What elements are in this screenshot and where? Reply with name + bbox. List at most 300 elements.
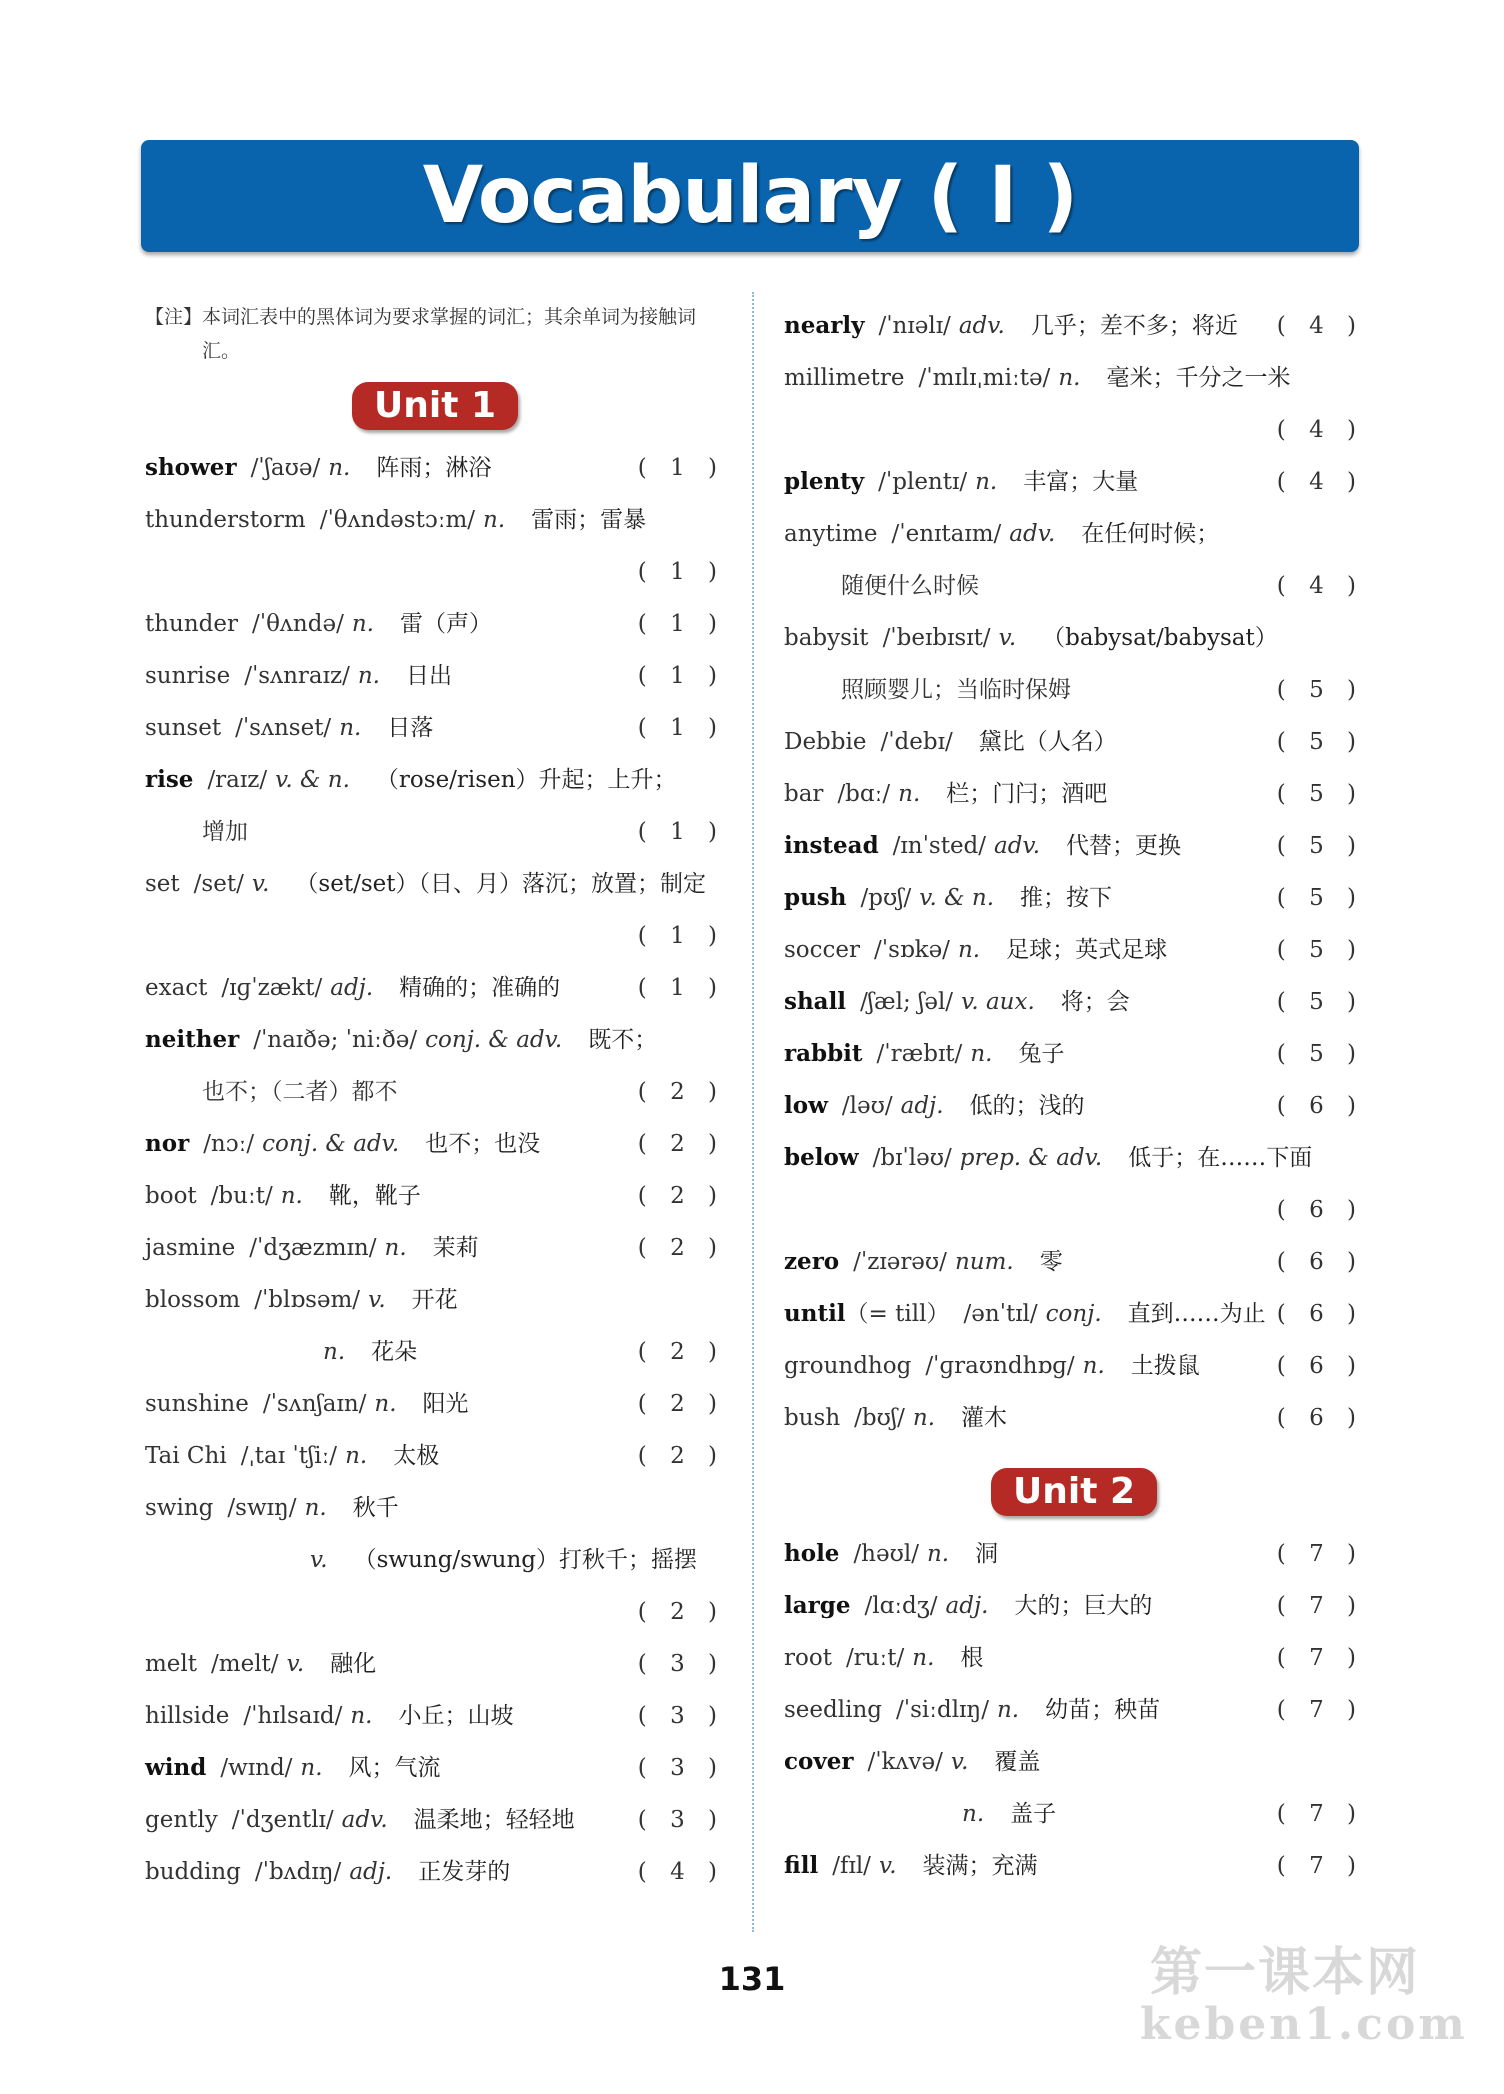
vocab-phonetic: /ˈnɪəlɪ/ (878, 313, 951, 339)
vocab-meaning: 洞 (975, 1541, 999, 1567)
vocab-pos: n. (384, 1235, 407, 1261)
vocab-entry (145, 1378, 725, 1430)
right-column (784, 300, 1364, 1892)
vocab-list-right-unit1 (784, 300, 1364, 1444)
vocab-phonetic: /set/ (193, 871, 244, 897)
vocab-word: boot (145, 1183, 197, 1209)
vocab-pos: n. (957, 937, 981, 963)
vocab-entry (145, 1326, 725, 1378)
vocab-meaning: 大的；巨大的 (1014, 1593, 1153, 1619)
vocab-unit-ref: ( 2 ) (637, 1339, 725, 1365)
vocab-unit-ref: ( 7 ) (1276, 1645, 1364, 1671)
vocab-entry (145, 910, 725, 962)
vocab-unit-ref: ( 1 ) (637, 455, 725, 481)
vocab-unit-ref: ( 2 ) (637, 1235, 725, 1261)
vocab-unit-ref: ( 7 ) (1276, 1593, 1364, 1619)
vocab-word: soccer (784, 937, 861, 963)
vocab-meaning: 融化 (330, 1651, 377, 1677)
vocab-unit-ref: ( 4 ) (1276, 313, 1364, 339)
vocab-unit-ref: ( 5 ) (1276, 885, 1364, 911)
vocab-phonetic: /ɪnˈsted/ (892, 833, 987, 859)
vocab-phonetic: /ˈsɒkə/ (874, 937, 950, 963)
vocab-pos: adj. (330, 975, 374, 1001)
vocab-unit-ref: ( 4 ) (1276, 573, 1364, 599)
vocab-pos: n. (1082, 1353, 1105, 1379)
vocab-phonetic: /ləʊ/ (841, 1093, 893, 1119)
vocab-phonetic: /ˈʃaʊə/ (250, 455, 321, 481)
vocab-meaning: 风；气流 (348, 1755, 441, 1781)
vocab-phonetic: /ənˈtɪl/ (963, 1301, 1038, 1327)
vocab-entry (145, 962, 725, 1014)
vocab-pos: v. (286, 1651, 305, 1677)
vocab-phonetic: /fɪl/ (832, 1853, 871, 1879)
vocab-unit-ref: ( 7 ) (1276, 1541, 1364, 1567)
watermark (1140, 1930, 1468, 2050)
vocab-entry (784, 1840, 1364, 1892)
vocab-meaning: 温柔地；轻轻地 (413, 1807, 575, 1833)
vocab-unit-ref: ( 5 ) (1276, 1041, 1364, 1067)
vocab-unit-ref: ( 6 ) (1276, 1353, 1364, 1379)
vocab-meaning: 正发芽的 (418, 1859, 511, 1885)
note-text: 【注】本词汇表中的黑体词为要求掌握的词汇；其余单词为接触词汇。 (145, 306, 697, 362)
vocab-meaning-cont: 增加 (202, 819, 248, 845)
vocab-entry (784, 404, 1364, 456)
vocab-entry (784, 612, 1364, 664)
page-title: Vocabulary ( I ) (422, 151, 1078, 241)
vocab-pos: n. (912, 1645, 935, 1671)
vocab-meaning: 几乎；差不多；将近 (1030, 313, 1238, 339)
vocab-entry (145, 1690, 725, 1742)
vocab-word: shower (145, 454, 237, 481)
vocab-meaning: 低的；浅的 (969, 1093, 1085, 1119)
vocab-phonetic: /ˈplentɪ/ (878, 469, 968, 495)
vocab-word: nearly (784, 312, 865, 339)
vocab-unit-ref: ( 1 ) (637, 715, 725, 741)
vocab-phonetic: /bʊʃ/ (854, 1405, 905, 1431)
vocab-entry (145, 1638, 725, 1690)
vocab-meaning: 兔子 (1018, 1041, 1065, 1067)
vocab-entry (784, 976, 1364, 1028)
vocab-meaning: 低于；在……下面 (1128, 1145, 1313, 1171)
vocab-meaning: 土拨鼠 (1130, 1353, 1200, 1379)
vocab-unit-ref: ( 2 ) (637, 1183, 725, 1209)
vocab-word: sunshine (145, 1391, 249, 1417)
vocab-unit-ref: ( 6 ) (1276, 1249, 1364, 1275)
vocab-pos: v. (878, 1853, 897, 1879)
watermark-cn: 第一课本网 (1149, 1943, 1420, 2003)
vocab-entry (145, 1066, 725, 1118)
vocab-entry (784, 1684, 1364, 1736)
vocab-pos: prep. & adv. (959, 1145, 1103, 1171)
vocab-entry (784, 1580, 1364, 1632)
vocab-meaning: 日落 (387, 715, 434, 741)
vocab-unit-ref: ( 7 ) (1276, 1853, 1364, 1879)
vocab-meaning: 根 (960, 1645, 984, 1671)
title-banner (141, 140, 1359, 252)
vocab-entry (784, 1028, 1364, 1080)
vocab-pos: n. (898, 781, 921, 807)
vocab-phonetic: /lɑːdʒ/ (864, 1593, 938, 1619)
vocab-phonetic: /ˌtaɪ ˈtʃiː/ (240, 1443, 338, 1469)
vocab-pos: n. (374, 1391, 397, 1417)
vocab-word: cover (784, 1748, 854, 1775)
vocab-word: swing (145, 1495, 214, 1521)
vocab-meaning: 将；会 (1060, 989, 1130, 1015)
vocab-meaning: （set/set）（日、月）落沉；放置；制定 (295, 871, 706, 897)
vocab-pos: v. aux. (961, 989, 1035, 1015)
vocab-unit-ref: ( 1 ) (637, 663, 725, 689)
vocab-pos: n. (483, 507, 506, 533)
vocab-meaning: 也不；也没 (425, 1131, 541, 1157)
vocab-phonetic: /ˈdʒæzmɪn/ (249, 1235, 377, 1261)
vocab-entry (145, 442, 725, 494)
vocab-word: blossom (145, 1287, 241, 1313)
vocab-word: thunder (145, 611, 239, 637)
vocab-entry (145, 1794, 725, 1846)
vocab-pos: n. (357, 663, 380, 689)
vocab-unit-ref: ( 4 ) (1276, 417, 1364, 443)
vocab-pos: conj. (1045, 1301, 1102, 1327)
vocab-pos: n. (962, 1801, 985, 1827)
vocab-pos: n. (350, 1703, 373, 1729)
vocab-word: shall (784, 988, 847, 1015)
vocab-phonetic: /ˈnaɪðə; ˈniːðə/ (253, 1027, 418, 1053)
vocab-meaning-cont: 随便什么时候 (841, 573, 979, 599)
vocab-entry (784, 820, 1364, 872)
left-column (145, 300, 725, 1898)
vocab-word: gently (145, 1807, 218, 1833)
vocab-phonetic: /wɪnd/ (220, 1755, 293, 1781)
vocab-unit-ref: ( 5 ) (1276, 937, 1364, 963)
vocab-phonetic: /ˈhɪlsaɪd/ (243, 1703, 343, 1729)
vocab-pos: v. (251, 871, 270, 897)
vocab-meaning: 靴，靴子 (328, 1183, 421, 1209)
vocab-pos: n. (328, 455, 351, 481)
vocab-phonetic: /ˈdʒentlɪ/ (231, 1807, 334, 1833)
vocab-word: until (784, 1300, 846, 1327)
vocab-entry (145, 1222, 725, 1274)
vocab-meaning: 花朵 (371, 1339, 418, 1365)
vocab-phonetic: /ˈsʌnraɪz/ (244, 663, 350, 689)
vocab-unit-ref: ( 5 ) (1276, 729, 1364, 755)
vocab-phonetic: /ˈbʌdɪŋ/ (254, 1859, 342, 1885)
vocab-entry (784, 560, 1364, 612)
column-divider (752, 292, 754, 1932)
vocab-phonetic: /ˈsiːdlɪŋ/ (896, 1697, 989, 1723)
vocab-word: push (784, 884, 847, 911)
vocab-phonetic: /ˈræbɪt/ (876, 1041, 963, 1067)
vocab-entry (145, 1170, 725, 1222)
vocab-pos: n. (1058, 365, 1081, 391)
vocab-phonetic: /ˈsʌnʃaɪn/ (262, 1391, 367, 1417)
vocab-meaning: （swung/swung）打秋千；摇摆 (353, 1547, 698, 1573)
vocab-word: exact (145, 975, 208, 1001)
vocab-entry (784, 1236, 1364, 1288)
vocab-word: Tai Chi (145, 1443, 227, 1469)
vocab-word: anytime (784, 521, 878, 547)
vocab-pos: n. (926, 1541, 950, 1567)
vocab-pos: adj. (900, 1093, 944, 1119)
vocab-list-right-unit2 (784, 1528, 1364, 1892)
watermark-en: keben1.com (1140, 1999, 1468, 2050)
vocab-list-left (145, 442, 725, 1898)
vocab-word: groundhog (784, 1353, 912, 1379)
vocab-word: budding (145, 1859, 241, 1885)
vocab-unit-ref: ( 1 ) (637, 819, 725, 845)
vocab-phonetic: /ruːt/ (845, 1645, 905, 1671)
vocab-word: rise (145, 766, 194, 793)
vocab-pos: n. (996, 1697, 1020, 1723)
vocab-meaning: 装满；充满 (922, 1853, 1038, 1879)
vocab-meaning: 在任何时候； (1081, 521, 1220, 547)
vocab-meaning: 丰富；大量 (1023, 469, 1139, 495)
vocab-word: below (784, 1144, 859, 1171)
vocab-meaning: 灌木 (961, 1405, 1008, 1431)
vocab-pos: n. (975, 469, 998, 495)
vocab-meaning: 阳光 (422, 1391, 469, 1417)
vocab-word: root (784, 1645, 832, 1671)
vocab-entry (784, 1132, 1364, 1184)
vocab-unit-ref: ( 3 ) (637, 1651, 725, 1677)
vocab-word: bar (784, 781, 824, 807)
vocab-entry (145, 1534, 725, 1586)
vocab-phonetic: /ˈɡraʊndhɒɡ/ (925, 1353, 1075, 1379)
vocab-entry (784, 1288, 1364, 1340)
vocab-entry (145, 650, 725, 702)
vocab-phonetic: /swɪŋ/ (227, 1495, 297, 1521)
vocab-entry (784, 664, 1364, 716)
vocab-word: instead (784, 832, 879, 859)
vocab-unit-ref: ( 1 ) (637, 611, 725, 637)
vocab-word: jasmine (145, 1235, 236, 1261)
vocab-unit-ref: ( 5 ) (1276, 677, 1364, 703)
vocab-phonetic: /ˈblɒsəm/ (254, 1287, 361, 1313)
vocab-pos: adj. (349, 1859, 393, 1885)
vocab-entry (784, 716, 1364, 768)
vocab-meaning: （rose/risen）升起；上升； (375, 767, 677, 793)
vocab-pos: v. (998, 625, 1017, 651)
page-number: 131 (718, 1960, 786, 1998)
vocab-phonetic: /bɑː/ (837, 781, 891, 807)
vocab-unit-ref: ( 6 ) (1276, 1405, 1364, 1431)
vocab-unit-ref: ( 3 ) (637, 1755, 725, 1781)
vocab-word: neither (145, 1026, 240, 1053)
vocab-meaning: 幼苗；秧苗 (1045, 1697, 1161, 1723)
vocab-meaning: 小丘；山坡 (398, 1703, 514, 1729)
vocab-meaning: 栏；门闩；酒吧 (946, 781, 1108, 807)
vocab-pos: n. (345, 1443, 368, 1469)
vocab-unit-ref: ( 4 ) (637, 1859, 725, 1885)
vocab-phonetic: /ˈzɪərəʊ/ (853, 1249, 947, 1275)
vocab-phonetic: /ˈdebɪ/ (880, 729, 953, 755)
vocab-pos: adv. (1009, 521, 1056, 547)
vocab-pos: conj. & adv. (262, 1131, 400, 1157)
vocab-unit-ref: ( 3 ) (637, 1703, 725, 1729)
vocab-entry (145, 1118, 725, 1170)
vocab-meaning: 雷雨；雷暴 (531, 507, 647, 533)
vocab-word: fill (784, 1852, 819, 1879)
vocab-meaning: 直到……为止 (1127, 1301, 1266, 1327)
vocab-word: set (145, 871, 180, 897)
vocab-entry (145, 1846, 725, 1898)
vocab-meaning: 零 (1039, 1249, 1063, 1275)
vocab-entry (145, 1274, 725, 1326)
vocab-meaning: 黛比（人名） (978, 729, 1117, 755)
vocab-pos: v. & n. (275, 767, 350, 793)
vocab-unit-ref: ( 1 ) (637, 559, 725, 585)
vocab-entry (784, 1392, 1364, 1444)
vocab-entry (145, 1430, 725, 1482)
vocab-word: babysit (784, 625, 869, 651)
vocab-pos: n. (912, 1405, 936, 1431)
vocab-meaning-cont: 也不；（二者）都不 (202, 1079, 398, 1105)
vocab-pos: n. (304, 1495, 327, 1521)
vocab-word: melt (145, 1651, 198, 1677)
vocab-unit-ref: ( 2 ) (637, 1079, 725, 1105)
vocab-entry (145, 1014, 725, 1066)
vocab-word: low (784, 1092, 828, 1119)
vocab-unit-ref: ( 3 ) (637, 1807, 725, 1833)
vocab-entry (784, 1184, 1364, 1236)
vocab-phonetic: /pʊʃ/ (860, 885, 912, 911)
vocab-entry (145, 1742, 725, 1794)
vocab-entry (145, 546, 725, 598)
vocab-entry (145, 1586, 725, 1638)
vocab-word: plenty (784, 468, 865, 495)
vocab-pos: n. (351, 611, 374, 637)
vocab-entry (784, 1080, 1364, 1132)
vocab-meaning: 茉莉 (432, 1235, 479, 1261)
vocab-word: wind (145, 1754, 207, 1781)
vocab-meaning: 阵雨；淋浴 (376, 455, 492, 481)
vocab-entry (145, 1482, 725, 1534)
vocab-unit-ref: ( 5 ) (1276, 833, 1364, 859)
vocab-meaning: 推；按下 (1020, 885, 1113, 911)
vocab-meaning: 足球；英式足球 (1006, 937, 1168, 963)
vocab-entry (784, 508, 1364, 560)
vocab-unit-ref: ( 7 ) (1276, 1801, 1364, 1827)
vocab-phonetic: /ˈkʌvə/ (867, 1749, 943, 1775)
vocab-entry (784, 872, 1364, 924)
vocab-phonetic: /ˈbeɪbɪsɪt/ (882, 625, 991, 651)
vocab-entry (784, 768, 1364, 820)
vocab-phonetic: /ˈenɪtaɪm/ (891, 521, 1002, 547)
vocab-phonetic: /ˈθʌndə/ (252, 611, 344, 637)
vocab-pos: adv. (958, 313, 1005, 339)
vocab-meaning: （babysat/babysat） (1042, 625, 1278, 651)
vocab-word: hillside (145, 1703, 230, 1729)
vocab-word: nor (145, 1130, 190, 1157)
vocab-phonetic: /həʊl/ (853, 1541, 919, 1567)
vocab-pos: adv. (341, 1807, 388, 1833)
vocab-meaning: 雷（声） (399, 611, 492, 637)
vocab-word: hole (784, 1540, 840, 1567)
vocab-phonetic: /ɪɡˈzækt/ (221, 975, 323, 1001)
vocab-entry (145, 598, 725, 650)
vocab-entry (784, 924, 1364, 976)
vocab-pos: adj. (945, 1593, 989, 1619)
vocab-meaning-cont: 照顾婴儿；当临时保姆 (841, 677, 1071, 703)
vocab-entry (784, 1736, 1364, 1788)
vocab-phonetic: /ˈmɪlɪˌmiːtə/ (918, 365, 1051, 391)
vocab-pos: n. (280, 1183, 303, 1209)
vocab-unit-ref: ( 2 ) (637, 1599, 725, 1625)
vocab-unit-ref: ( 2 ) (637, 1391, 725, 1417)
vocab-entry (145, 806, 725, 858)
vocab-meaning: 既不； (588, 1027, 658, 1053)
vocab-pos: n. (339, 715, 362, 741)
vocab-entry (784, 352, 1364, 404)
vocab-phonetic: /bɪˈləʊ/ (872, 1145, 952, 1171)
vocab-meaning: 日出 (405, 663, 452, 689)
vocab-unit-ref: ( 6 ) (1276, 1301, 1364, 1327)
vocab-phonetic: /melt/ (211, 1651, 279, 1677)
vocab-pos: v. (950, 1749, 969, 1775)
unit-1-badge: Unit 1 (352, 382, 518, 430)
vocab-unit-ref: ( 7 ) (1276, 1697, 1364, 1723)
vocab-entry (145, 494, 725, 546)
vocab-entry (784, 1632, 1364, 1684)
vocab-phonetic: /raɪz/ (207, 767, 268, 793)
vocab-pos: v. (310, 1547, 328, 1573)
vocab-meaning: 太极 (393, 1443, 440, 1469)
vocab-entry (145, 858, 725, 910)
vocab-unit-ref: ( 4 ) (1276, 469, 1364, 495)
vocab-word: bush (784, 1405, 841, 1431)
vocab-meaning: 盖子 (1010, 1801, 1057, 1827)
vocab-pos: n. (970, 1041, 993, 1067)
vocab-unit-ref: ( 5 ) (1276, 781, 1364, 807)
vocab-phonetic: /buːt/ (210, 1183, 273, 1209)
vocab-phonetic: /nɔː/ (203, 1131, 255, 1157)
vocab-unit-ref: ( 2 ) (637, 1443, 725, 1469)
vocab-word: sunrise (145, 663, 231, 689)
vocab-meaning: 毫米；千分之一米 (1106, 365, 1291, 391)
vocab-meaning: 开花 (411, 1287, 458, 1313)
vocab-word: thunderstorm (145, 507, 306, 533)
vocab-entry (784, 1788, 1364, 1840)
vocab-word: Debbie (784, 729, 867, 755)
vocab-note: （= till） (845, 1301, 950, 1327)
vocab-phonetic: /ˈθʌndəstɔːm/ (319, 507, 476, 533)
vocab-word: seedling (784, 1697, 882, 1723)
vocab-pos: num. (954, 1249, 1014, 1275)
vocab-meaning: 代替；更换 (1066, 833, 1182, 859)
vocab-unit-ref: ( 6 ) (1276, 1197, 1364, 1223)
vocab-unit-ref: ( 5 ) (1276, 989, 1364, 1015)
vocab-unit-ref: ( 6 ) (1276, 1093, 1364, 1119)
vocab-phonetic: /ʃæl; ʃəl/ (860, 989, 954, 1015)
vocab-entry (784, 1340, 1364, 1392)
vocab-word: sunset (145, 715, 222, 741)
vocab-word: millimetre (784, 365, 905, 391)
vocab-unit-ref: ( 1 ) (637, 975, 725, 1001)
vocab-meaning: 精确的；准确的 (399, 975, 561, 1001)
vocab-entry (784, 1528, 1364, 1580)
vocab-entry (784, 300, 1364, 352)
unit-2-badge: Unit 2 (991, 1468, 1157, 1516)
vocab-meaning: 秋千 (352, 1495, 399, 1521)
vocab-word: rabbit (784, 1040, 863, 1067)
vocab-entry (145, 754, 725, 806)
vocab-entry (784, 456, 1364, 508)
vocab-word: large (784, 1592, 851, 1619)
vocab-pos: n. (300, 1755, 323, 1781)
vocab-entry (145, 702, 725, 754)
vocab-word: zero (784, 1248, 840, 1275)
vocab-pos: n. (323, 1339, 346, 1365)
vocab-pos: adv. (994, 833, 1041, 859)
